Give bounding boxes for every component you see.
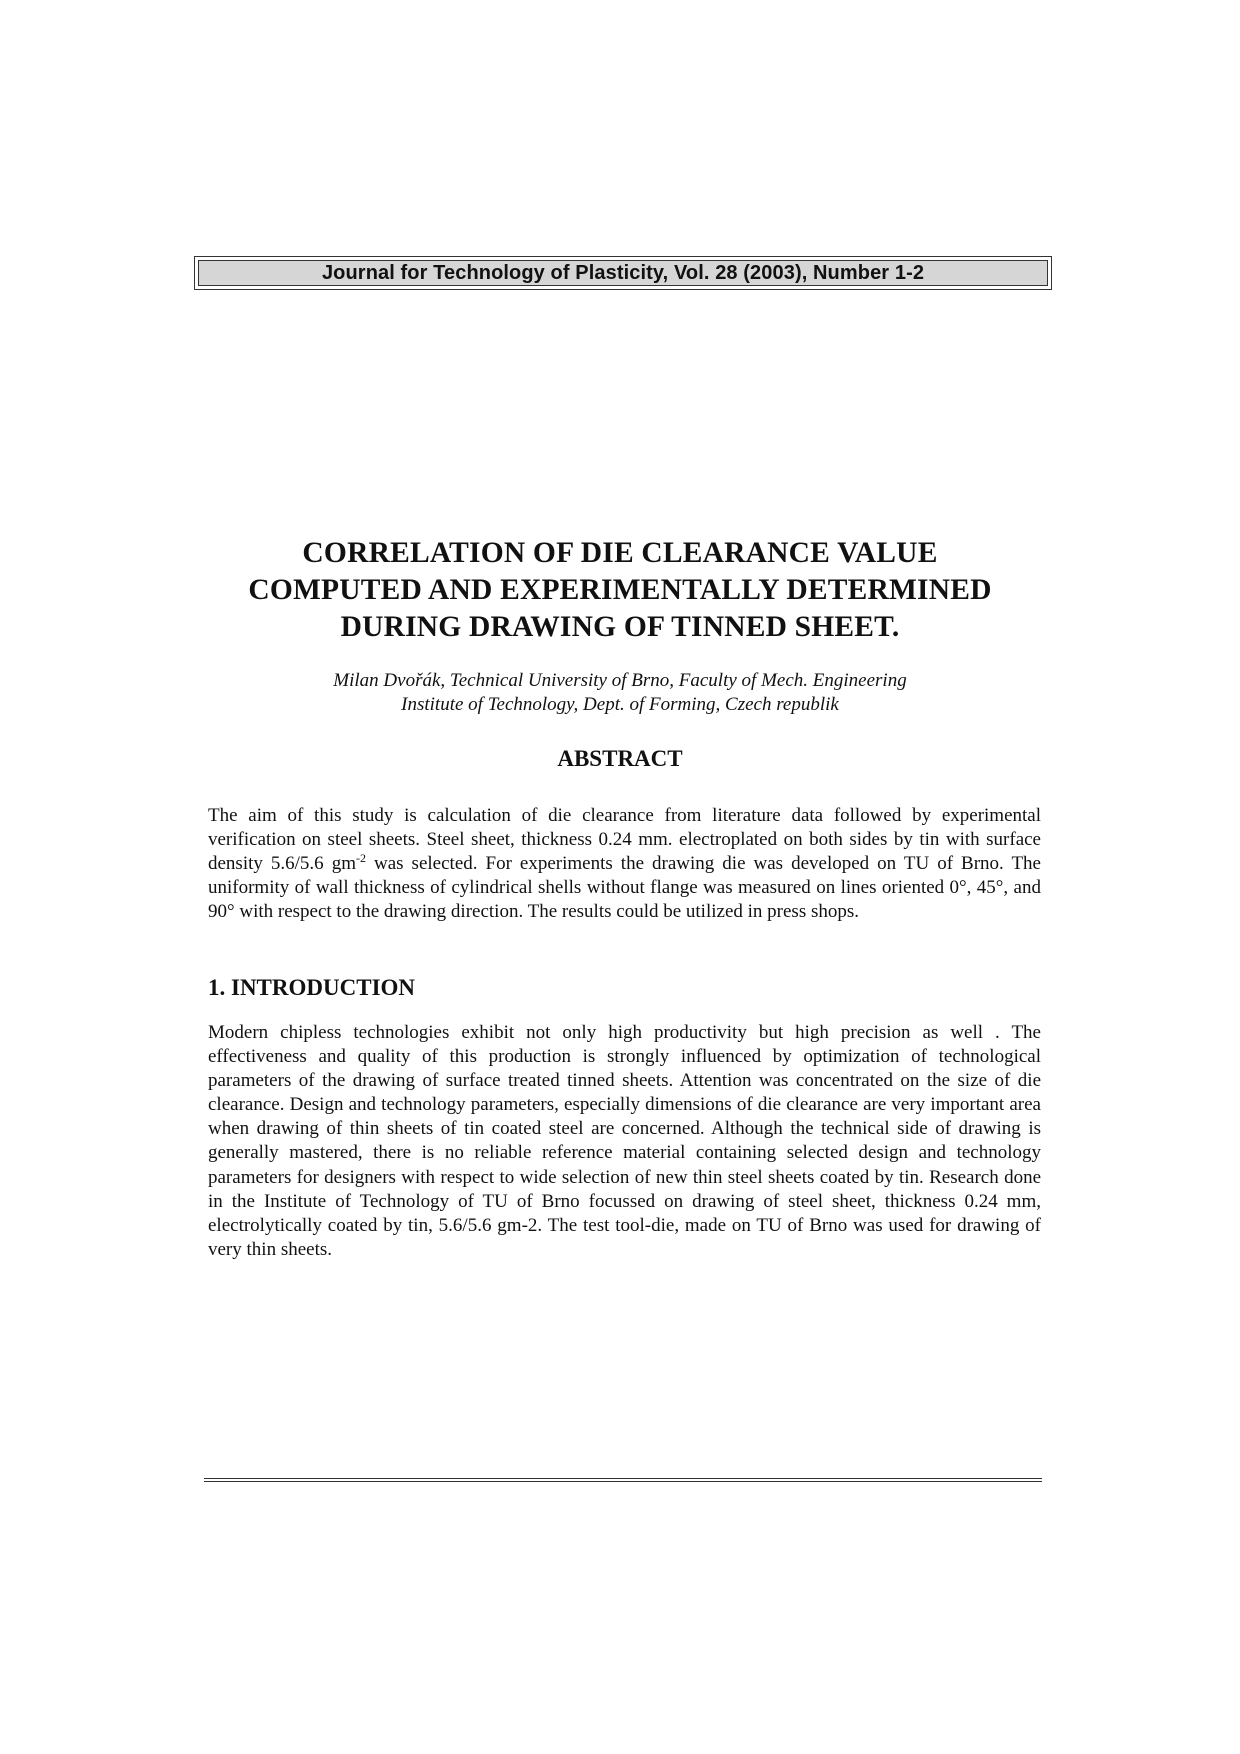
abstract-text xyxy=(208,804,1041,924)
title-line-1: CORRELATION OF DIE CLEARANCE VALUE xyxy=(302,537,938,569)
journal-header: Journal for Technology of Plasticity, Vol. 28 (2003), Number 1-2 xyxy=(198,260,1048,286)
author-line-2: Institute of Technology, Dept. of Forming, Czech republik xyxy=(401,694,839,715)
introduction-text: Modern chipless technologies exhibit not only high productivity but high precision as well . The effectiveness and quality of this production is strongly influenced by optimization of technological parameters of the drawing of surface treated tinned sheets. Attention was concentrated on the size of die clearance. Design and technology parameters, especially dimensions of die clearance are very important area when drawing of thin sheets of tin coated steel are concerned. Although the technical side of drawing is generally mastered, there is no reliable reference material containing selected design and technology parameters for designers with respect to wide selection of new thin steel sheets coated by tin. Research done in the Institute of Technology of TU of Brno focussed on drawing of steel sheet, thickness 0.24 mm, electrolytically coated by tin, 5.6/5.6 gm-2. The test tool-die, made on TU of Brno was used for drawing of very thin sheets. xyxy=(208,1022,1041,1260)
paper-title xyxy=(160,535,1080,646)
abstract-text-part-1: The aim of this study is calculation of die clearance from literature data followed by experimental verification on steel sheets. Steel sheet, thickness 0.24 mm. electroplated on both sides by tin with surface density 5.6/5.6 gm xyxy=(208,805,1041,874)
author-line-1: Milan Dvořák, Technical University of Brno, Faculty of Mech. Engineering xyxy=(333,670,907,691)
author-affiliation xyxy=(160,669,1080,717)
journal-header-box xyxy=(194,256,1052,290)
abstract-superscript: -2 xyxy=(355,851,366,865)
abstract-text-part-2: was selected. For experiments the drawing die was developed on TU of Brno. The uniformity of wall thickness of cylindrical shells without flange was measured on lines oriented 0°, 45°, and 90° with respect to the drawing direction. The results could be utilized in press shops. xyxy=(208,853,1041,922)
title-line-3: DURING DRAWING OF TINNED SHEET. xyxy=(340,611,900,643)
title-line-2: COMPUTED AND EXPERIMENTALLY DETERMINED xyxy=(248,574,992,606)
footer-divider xyxy=(204,1478,1042,1482)
abstract-heading: ABSTRACT xyxy=(557,746,683,771)
introduction-heading: 1. INTRODUCTION xyxy=(208,975,416,1000)
